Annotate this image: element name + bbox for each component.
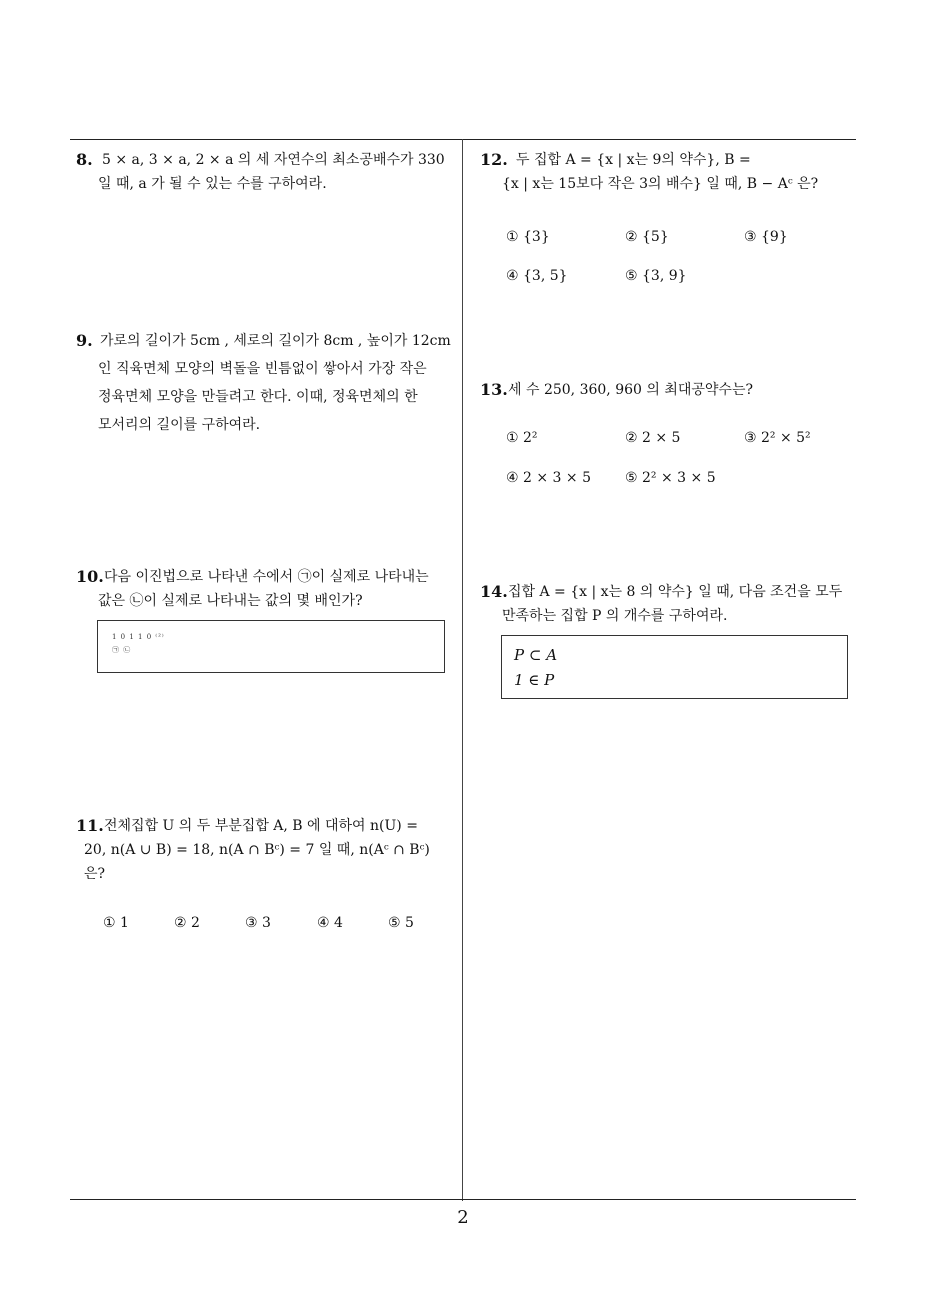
bottom-rule <box>70 1199 856 1200</box>
question-9 <box>76 329 461 437</box>
question-text-line: 세 수 250, 360, 960 의 최대공약수는? <box>508 382 753 398</box>
question-text-line: 은? <box>84 866 106 882</box>
condition-line: 1 ∈ P <box>514 671 555 689</box>
choice-5[interactable]: ⑤ 5 <box>388 915 414 931</box>
question-text-line: 가로의 길이가 5cm , 세로의 길이가 8cm , 높이가 12cm <box>100 333 451 349</box>
question-13 <box>480 378 860 402</box>
question-text-line: 일 때, a 가 될 수 있는 수를 구하여라. <box>98 176 327 192</box>
question-number: 9. <box>76 331 93 350</box>
question-text-line: 다음 이진법으로 나타낸 수에서 ㉠이 실제로 나타내는 <box>104 569 429 585</box>
question-number: 11. <box>76 816 104 835</box>
question-8 <box>76 148 461 196</box>
question-text-line: 정육면체 모양을 만들려고 한다. 이때, 정육면체의 한 <box>98 389 418 405</box>
binary-digits: 1 0 1 1 0 ⁽²⁾ <box>112 633 165 641</box>
page-number: 2 <box>457 1207 469 1228</box>
choice-5[interactable]: ⑤ 2² × 3 × 5 <box>625 470 716 486</box>
binary-marks: ㉠ ㉡ <box>112 646 132 654</box>
question-text-line: 20, n(A ∪ B) = 18, n(A ∩ Bᶜ) = 7 일 때, n(Aᶜ ∩ Bᶜ) <box>84 842 430 858</box>
question-number: 10. <box>76 567 104 586</box>
question-10 <box>76 565 461 613</box>
binary-number-box <box>97 620 445 673</box>
question-text-line: 만족하는 집합 P 의 개수를 구하여라. <box>502 608 728 624</box>
top-rule <box>70 139 856 140</box>
question-text-line: {x | x는 15보다 작은 3의 배수} 일 때, B − Aᶜ 은? <box>502 176 819 192</box>
question-14 <box>480 580 860 628</box>
question-text-line: 전체집합 U 의 두 부분집합 A, B 에 대하여 n(U) = <box>104 818 418 834</box>
choice-1[interactable]: ① 1 <box>103 915 129 931</box>
question-text-line: 값은 ㉡이 실제로 나타내는 값의 몇 배인가? <box>98 593 363 609</box>
choice-1[interactable]: ① {3} <box>506 229 550 245</box>
choice-5[interactable]: ⑤ {3, 9} <box>625 268 687 284</box>
choice-3[interactable]: ③ 2² × 5² <box>744 430 811 446</box>
question-text-line: 두 집합 A = {x | x는 9의 약수}, B = <box>516 152 751 168</box>
question-text-line: 집합 A = {x | x는 8 의 약수} 일 때, 다음 조건을 모두 <box>508 584 843 600</box>
choice-2[interactable]: ② 2 <box>174 915 200 931</box>
question-11 <box>76 814 461 886</box>
choice-3[interactable]: ③ {9} <box>744 229 788 245</box>
question-number: 13. <box>480 380 508 399</box>
choice-4[interactable]: ④ {3, 5} <box>506 268 568 284</box>
choice-2[interactable]: ② {5} <box>625 229 669 245</box>
question-text-line: 5 × a, 3 × a, 2 × a 의 세 자연수의 최소공배수가 330 <box>102 152 445 168</box>
question-number: 12. <box>480 150 508 169</box>
condition-box <box>501 635 848 699</box>
question-text-line: 모서리의 길이를 구하여라. <box>98 417 261 433</box>
choice-1[interactable]: ① 2² <box>506 430 538 446</box>
choice-2[interactable]: ② 2 × 5 <box>625 430 681 446</box>
question-number: 8. <box>76 150 93 169</box>
question-number: 14. <box>480 582 508 601</box>
choice-4[interactable]: ④ 4 <box>317 915 343 931</box>
question-text-line: 인 직육면체 모양의 벽돌을 빈틈없이 쌓아서 가장 작은 <box>98 361 427 377</box>
condition-line: P ⊂ A <box>514 646 558 664</box>
column-divider <box>462 139 463 1201</box>
question-12 <box>480 148 860 196</box>
choice-4[interactable]: ④ 2 × 3 × 5 <box>506 470 591 486</box>
choice-3[interactable]: ③ 3 <box>245 915 271 931</box>
